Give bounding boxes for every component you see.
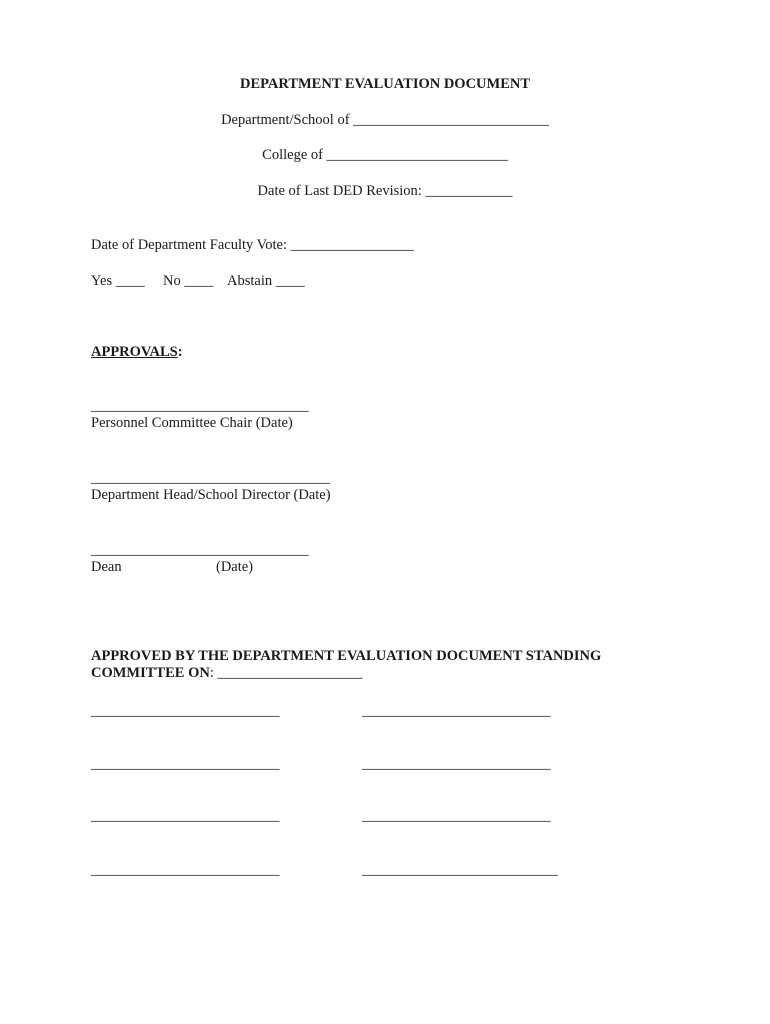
document-title: DEPARTMENT EVALUATION DOCUMENT bbox=[239, 76, 531, 92]
signature-line-dean: ______________________________ bbox=[91, 542, 309, 558]
vote-no: No ____ bbox=[163, 273, 214, 289]
signature-label-personnel-chair: Personnel Committee Chair (Date) bbox=[91, 415, 293, 431]
ded-revision-line: Date of Last DED Revision: ____________ bbox=[257, 183, 513, 199]
signature-label-dean: Dean bbox=[91, 559, 122, 575]
committee-signature-line-left: __________________________ bbox=[91, 703, 280, 719]
committee-signature-line-right: __________________________ bbox=[362, 808, 551, 824]
approvals-heading-colon: : bbox=[177, 344, 183, 360]
committee-signature-line-left: __________________________ bbox=[91, 808, 280, 824]
committee-signature-line-left: __________________________ bbox=[91, 862, 280, 878]
signature-line-department-head: _________________________________ bbox=[91, 470, 331, 486]
vote-abstain: Abstain ____ bbox=[227, 273, 305, 289]
department-school-line: Department/School of ___________________________ bbox=[221, 112, 549, 128]
college-line: College of _________________________ bbox=[262, 147, 508, 163]
standing-committee-heading-line2 bbox=[91, 664, 362, 682]
vote-yes: Yes ____ bbox=[91, 273, 145, 289]
faculty-vote-line: Date of Department Faculty Vote: _________________ bbox=[91, 237, 414, 253]
committee-signature-line-left: __________________________ bbox=[91, 756, 280, 772]
standing-committee-heading-line1: APPROVED BY THE DEPARTMENT EVALUATION DOCUMENT STANDING bbox=[91, 648, 602, 664]
committee-signature-line-right: __________________________ bbox=[362, 756, 551, 772]
approvals-heading bbox=[91, 343, 183, 361]
committee-signature-line-right: ___________________________ bbox=[362, 862, 558, 878]
committee-signature-line-right: __________________________ bbox=[362, 703, 551, 719]
committee-on-text: COMMITTEE ON bbox=[91, 665, 210, 681]
signature-label-department-head: Department Head/School Director (Date) bbox=[91, 487, 331, 503]
signature-line-personnel-chair: ______________________________ bbox=[91, 398, 309, 414]
approvals-heading-text: APPROVALS bbox=[91, 344, 178, 360]
committee-on-date-blank: : ____________________ bbox=[209, 665, 363, 681]
signature-label-dean-date: (Date) bbox=[216, 559, 254, 575]
